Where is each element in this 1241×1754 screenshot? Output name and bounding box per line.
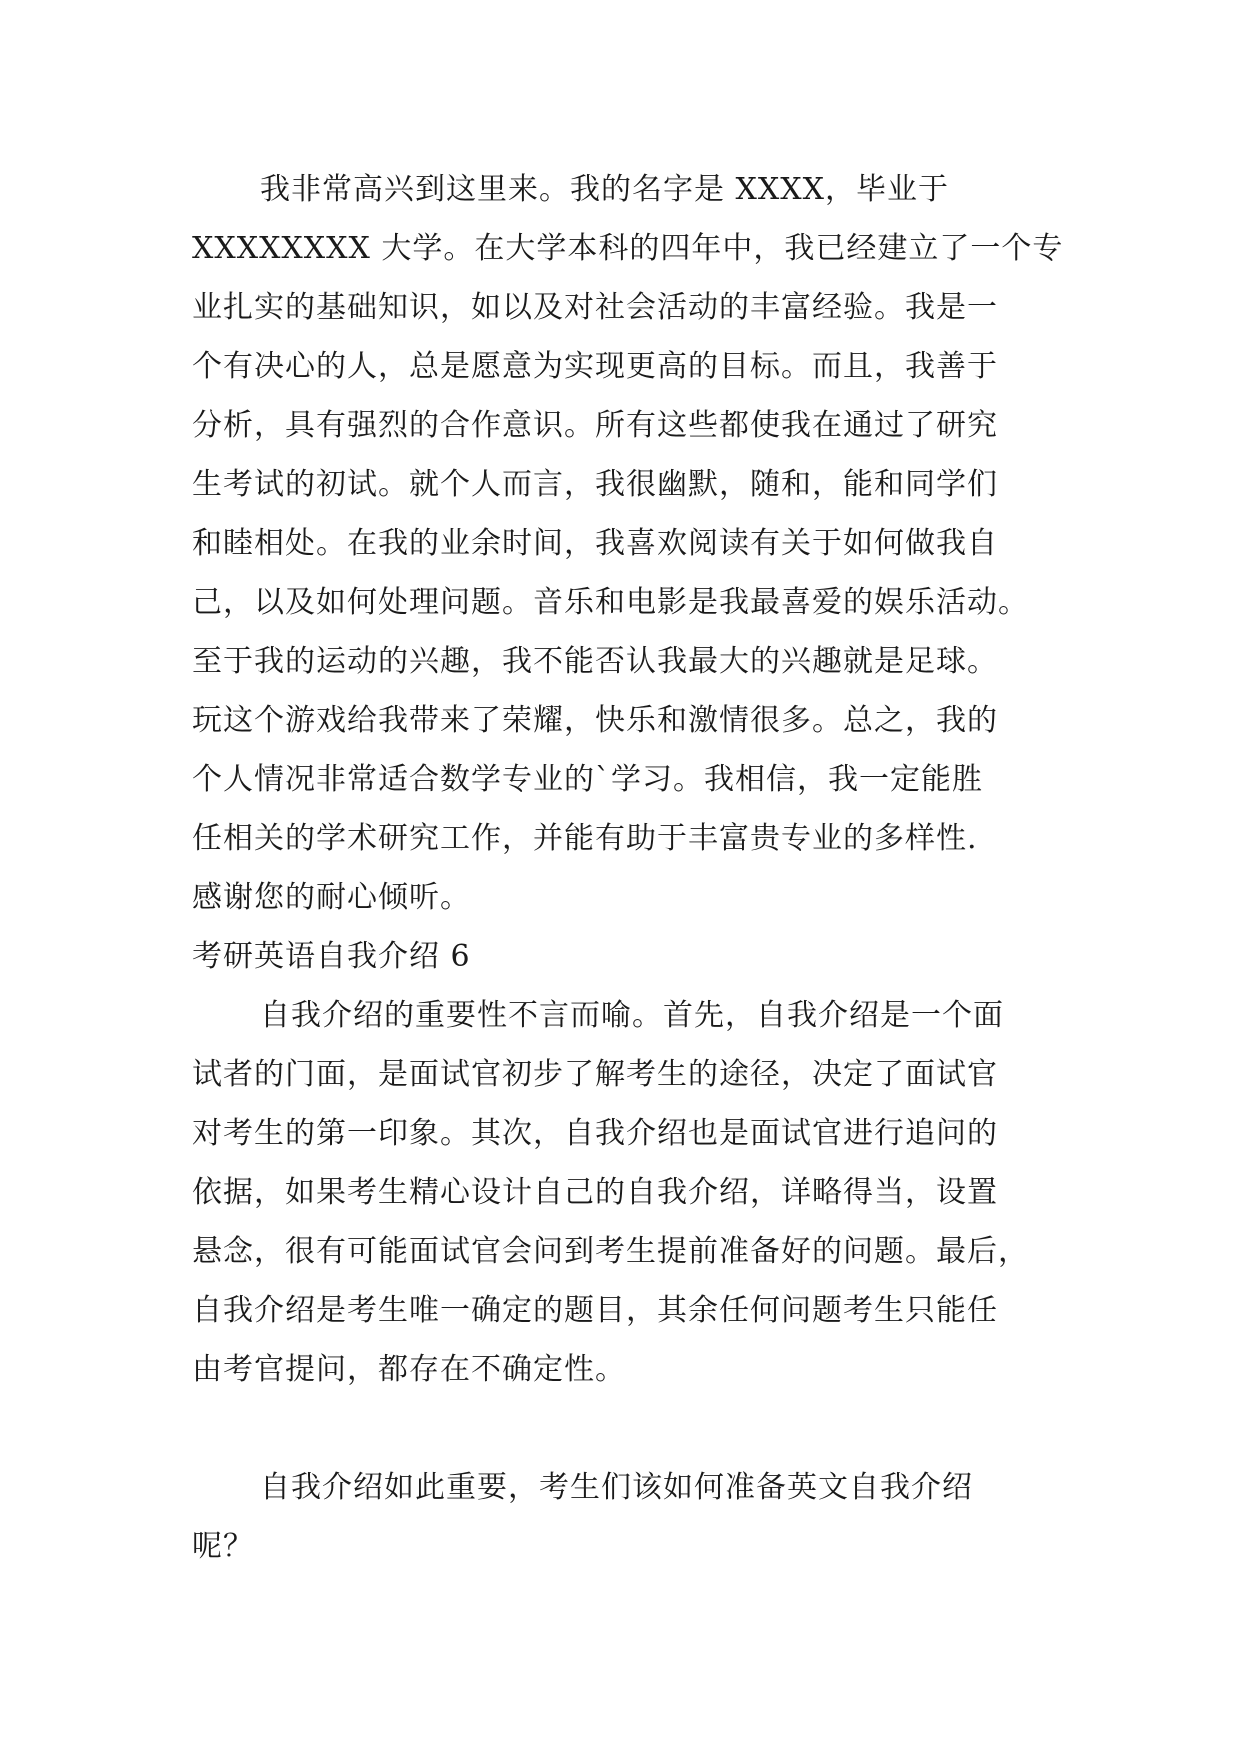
paragraph-line: 业扎实的基础知识，如以及对社会活动的丰富经验。我是一 (192, 290, 998, 325)
paragraph-line: 由考官提问，都存在不确定性。 (192, 1352, 626, 1387)
paragraph-line: 和睦相处。在我的业余时间，我喜欢阅读有关于如何做我自 (192, 526, 998, 561)
document-body (192, 160, 1062, 1576)
paragraph-line: 个人情况非常适合数学专业的`学习。我相信，我一定能胜 (192, 762, 983, 797)
paragraph-importance (192, 986, 1062, 1399)
paragraph-line: 依据，如果考生精心设计自己的自我介绍，详略得当，设置 (192, 1175, 998, 1210)
paragraph-line: 己，以及如何处理问题。音乐和电影是我最喜爱的娱乐活动。 (192, 585, 1029, 620)
paragraph-line: XXXXXXXX 大学。在大学本科的四年中，我已经建立了一个专 (192, 231, 1064, 266)
paragraph-line: 自我介绍如此重要，考生们该如何准备英文自我介绍 (260, 1470, 973, 1505)
paragraph-line: 试者的门面，是面试官初步了解考生的途径，决定了面试官 (192, 1057, 998, 1092)
paragraph-line: 对考生的第一印象。其次，自我介绍也是面试官进行追问的 (192, 1116, 998, 1151)
paragraph-self-introduction (192, 160, 1062, 927)
paragraph-line: 个有决心的人，总是愿意为实现更高的目标。而且，我善于 (192, 349, 998, 384)
paragraph-line: 悬念，很有可能面试官会问到考生提前准备好的问题。最后， (192, 1234, 1029, 1269)
paragraph-line: 我非常高兴到这里来。我的名字是 XXXX，毕业于 (260, 172, 949, 207)
paragraph-line: 任相关的学术研究工作，并能有助于丰富贵专业的多样性. (192, 821, 978, 856)
paragraph-line: 分析，具有强烈的合作意识。所有这些都使我在通过了研究 (192, 408, 998, 443)
paragraph-line: 生考试的初试。就个人而言，我很幽默，随和，能和同学们 (192, 467, 998, 502)
paragraph-line: 自我介绍是考生唯一确定的题目，其余任何问题考生只能任 (192, 1293, 998, 1328)
section-heading: 考研英语自我介绍 6 (192, 939, 471, 974)
paragraph-line: 感谢您的耐心倾听。 (192, 880, 471, 915)
paragraph-line: 玩这个游戏给我带来了荣耀，快乐和激情很多。总之，我的 (192, 703, 998, 738)
blank-line (192, 1399, 1062, 1458)
paragraph-question (192, 1458, 1062, 1576)
paragraph-line: 至于我的运动的兴趣，我不能否认我最大的兴趣就是足球。 (192, 644, 998, 679)
paragraph-line: 自我介绍的重要性不言而喻。首先，自我介绍是一个面 (260, 998, 1004, 1033)
paragraph-line: 呢？ (192, 1529, 254, 1564)
